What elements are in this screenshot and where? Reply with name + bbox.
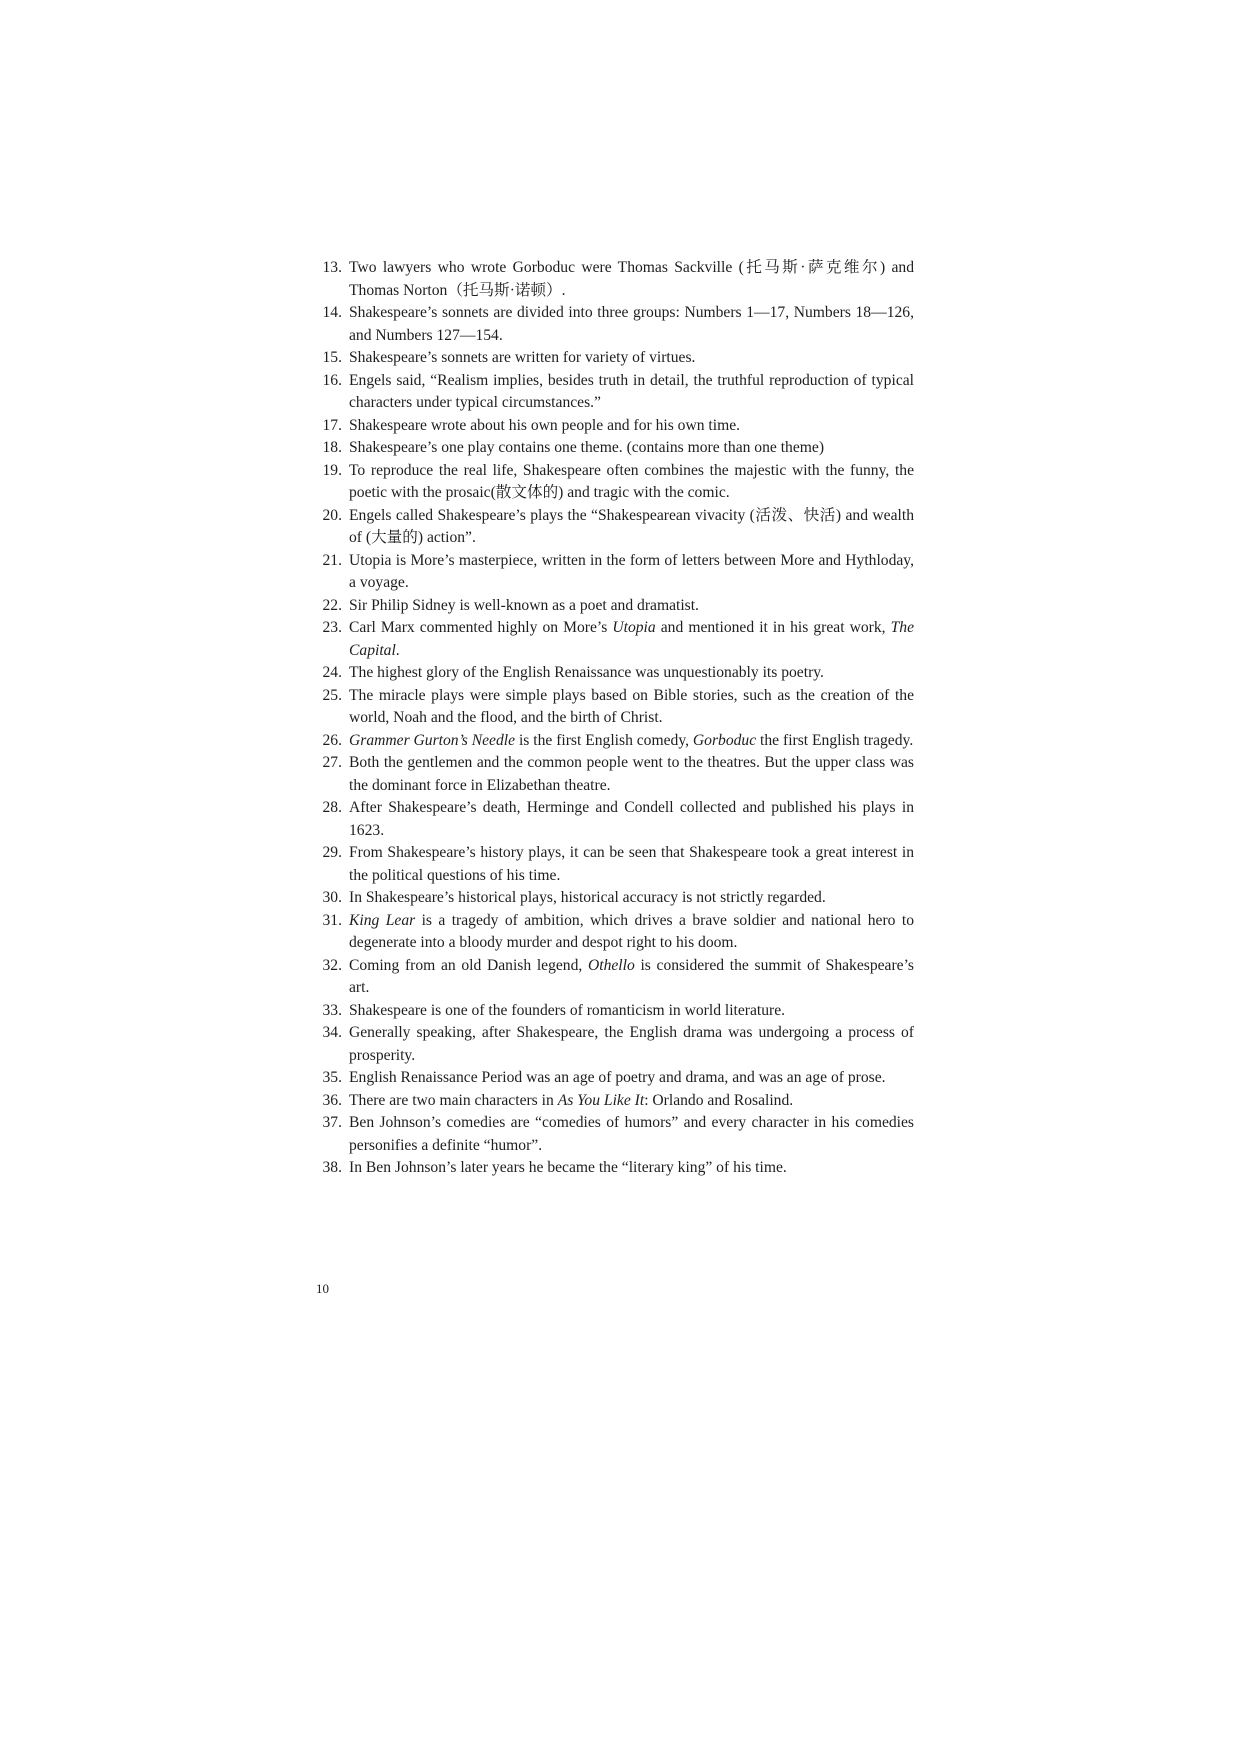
text-segment: Utopia is More’s masterpiece, written in the form of letters between More and Hythloday, a voyage. <box>349 551 914 591</box>
list-item <box>312 347 914 370</box>
item-text <box>349 912 914 952</box>
text-segment: Generally speaking, after Shakespeare, the English drama was undergoing a process of prosperity. <box>349 1024 914 1064</box>
item-text <box>349 1069 886 1086</box>
item-text <box>349 462 914 502</box>
item-text <box>349 732 913 749</box>
item-text <box>349 957 914 997</box>
item-text <box>349 844 914 884</box>
list-item <box>312 1090 914 1113</box>
list-item <box>312 752 914 797</box>
item-text <box>349 664 824 681</box>
statement-list <box>312 257 914 1180</box>
list-item <box>312 1157 914 1180</box>
text-segment: After Shakespeare’s death, Herminge and Condell collected and published his plays in 1623. <box>349 799 914 839</box>
item-number: 29. <box>322 844 342 861</box>
text-segment: : Orlando and Rosalind. <box>644 1091 794 1109</box>
list-item <box>312 797 914 842</box>
item-text <box>349 552 914 592</box>
text-segment: To reproduce the real life, Shakespeare often combines the majestic with the funny, the poetic with the prosaic(散文体的) and tragic with the comic. <box>349 461 914 501</box>
list-item <box>312 302 914 347</box>
text-segment: Engels called Shakespeare’s plays the “Shakespearean vivacity (活泼、快活) and wealth of (大量的) action”. <box>349 506 914 546</box>
text-segment: and mentioned it in his great work, <box>655 619 891 636</box>
list-item <box>312 730 914 753</box>
text-segment: Shakespeare wrote about his own people and for his own time. <box>349 416 741 434</box>
list-item <box>312 842 914 887</box>
text-segment: Sir Philip Sidney is well-known as a poet and dramatist. <box>349 596 699 614</box>
item-text <box>349 1159 787 1176</box>
text-segment: In Shakespeare’s historical plays, historical accuracy is not strictly regarded. <box>349 889 826 906</box>
text-segment: Both the gentlemen and the common people went to the theatres. But the upper class was the dominant force in Elizabethan theatre. <box>349 754 914 794</box>
list-item <box>312 415 914 438</box>
item-number: 17. <box>322 416 342 434</box>
item-text <box>349 439 824 456</box>
item-number: 38. <box>322 1159 342 1176</box>
item-number: 15. <box>322 349 342 366</box>
list-item <box>312 460 914 505</box>
item-number: 22. <box>322 596 342 614</box>
text-segment: Shakespeare’s one play contains one theme. (contains more than one theme) <box>349 439 825 456</box>
list-item <box>312 685 914 730</box>
item-number: 33. <box>322 1001 342 1019</box>
list-item <box>312 595 914 618</box>
italic-title: King Lear <box>349 911 416 929</box>
list-item <box>312 1000 914 1023</box>
text-segment: The miracle plays were simple plays based on Bible stories, such as the creation of the world, Noah and the flood, and the birth of Christ. <box>349 686 914 726</box>
item-text <box>349 304 914 344</box>
italic-title: Gorboduc <box>692 731 757 749</box>
italic-title: As You Like It <box>557 1091 645 1109</box>
list-item <box>312 910 914 955</box>
item-number: 27. <box>322 754 342 771</box>
item-text <box>349 619 914 659</box>
italic-title: Othello <box>587 956 635 974</box>
list-item <box>312 1022 914 1067</box>
item-number: 31. <box>322 911 342 929</box>
italic-title: The Capital <box>349 619 914 659</box>
text-segment: Shakespeare’s sonnets are divided into three groups: Numbers 1—17, Numbers 18—126, and Numbers 127—154. <box>349 304 914 344</box>
list-item <box>312 617 914 662</box>
text-segment: In Ben Johnson’s later years he became the “literary king” of his time. <box>349 1159 787 1176</box>
text-segment: Coming from an old Danish legend, <box>349 956 588 974</box>
list-item <box>312 1112 914 1157</box>
list-item <box>312 437 914 460</box>
item-text <box>349 349 695 366</box>
text-segment: is the first English comedy, <box>515 731 693 749</box>
item-number: 32. <box>322 956 342 974</box>
item-number: 37. <box>322 1114 342 1131</box>
item-text <box>349 1092 793 1109</box>
item-text <box>349 417 740 434</box>
page-number: 10 <box>316 1281 329 1296</box>
item-number: 26. <box>322 731 342 749</box>
italic-title: Grammer Gurton’s Needle <box>349 731 516 749</box>
item-text <box>349 372 914 412</box>
text-segment: English Renaissance Period was an age of poetry and drama, and was an age of prose. <box>349 1069 886 1086</box>
item-number: 14. <box>322 304 342 321</box>
list-item <box>312 955 914 1000</box>
text-segment: There are two main characters in <box>349 1091 558 1109</box>
text-segment: the first English tragedy. <box>756 731 914 749</box>
item-text <box>349 259 914 299</box>
item-number: 23. <box>322 619 342 636</box>
item-number: 36. <box>322 1091 342 1109</box>
item-number: 24. <box>322 664 342 681</box>
list-item <box>312 887 914 910</box>
item-number: 16. <box>322 371 342 389</box>
text-segment: Shakespeare’s sonnets are written for variety of virtues. <box>349 349 696 366</box>
text-segment: The highest glory of the English Renaissance was unquestionably its poetry. <box>349 664 824 681</box>
text-segment: . <box>395 641 400 659</box>
item-number: 35. <box>322 1069 342 1086</box>
list-item <box>312 550 914 595</box>
item-number: 28. <box>322 799 342 816</box>
item-number: 20. <box>322 506 342 524</box>
text-segment: From Shakespeare’s history plays, it can be seen that Shakespeare took a great interest in the political questions of his time. <box>349 844 914 884</box>
list-item <box>312 257 914 302</box>
item-number: 34. <box>322 1024 342 1041</box>
item-text <box>349 1002 785 1019</box>
item-text <box>349 507 914 547</box>
text-segment: is considered the summit of Shakespeare’s art. <box>349 956 914 996</box>
text-segment: Two lawyers who wrote Gorboduc were Thomas Sackville (托马斯·萨克维尔) and Thomas Norton（托马斯·诺顿）. <box>349 259 914 299</box>
item-number: 25. <box>322 686 342 704</box>
list-item <box>312 505 914 550</box>
italic-title: Utopia <box>612 619 656 636</box>
item-number: 18. <box>322 439 342 456</box>
text-segment: Engels said, “Realism implies, besides truth in detail, the truthful reproduction of typical characters under typical circumstances.” <box>349 371 914 411</box>
text-segment: Ben Johnson’s comedies are “comedies of humors” and every character in his comedies personifies a definite “humor”. <box>349 1114 914 1154</box>
item-text <box>349 754 914 794</box>
item-text <box>349 687 914 727</box>
item-text <box>349 1024 914 1064</box>
text-segment: is a tragedy of ambition, which drives a brave soldier and national hero to degenerate into a bloody murder and despot right to his doom. <box>349 911 914 951</box>
list-item <box>312 1067 914 1090</box>
item-number: 21. <box>322 551 342 569</box>
item-text <box>349 1114 914 1154</box>
text-segment: Shakespeare is one of the founders of romanticism in world literature. <box>349 1001 786 1019</box>
item-text <box>349 889 826 906</box>
item-number: 19. <box>322 461 342 479</box>
item-text <box>349 597 699 614</box>
list-item <box>312 662 914 685</box>
item-number: 13. <box>322 259 342 276</box>
item-text <box>349 799 914 839</box>
text-segment: Carl Marx commented highly on More’s <box>349 619 613 636</box>
item-number: 30. <box>322 889 342 906</box>
list-item <box>312 370 914 415</box>
